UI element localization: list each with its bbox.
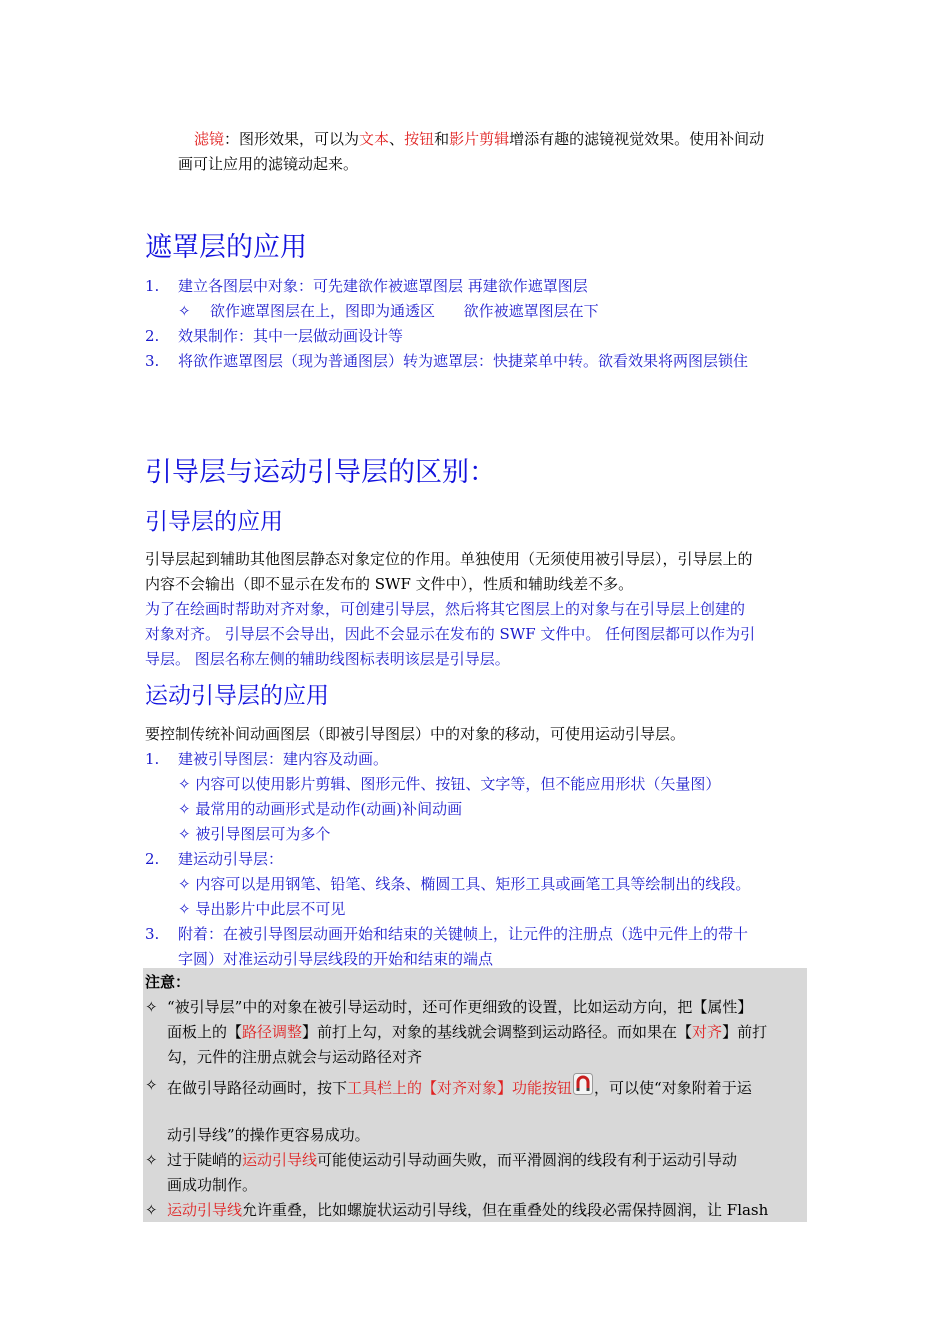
mask-item-2: 2. 效果制作：其中一层做动画设计等 xyxy=(145,327,404,345)
diamond-bullet-icon: ✧ xyxy=(145,1076,158,1094)
mask-item-1: 1. 建立各图层中对象：可先建欲作被遮罩图层 再建欲作遮罩图层 xyxy=(145,277,588,295)
filter-paragraph xyxy=(178,127,808,177)
snap-magnet-icon xyxy=(573,1073,593,1095)
motion-step-2-sub: ✧ 导出影片中此层不可见 xyxy=(178,900,346,918)
motion-intro: 要控制传统补间动画图层（即被引导图层）中的对象的移动，可使用运动引导层。 xyxy=(145,725,686,743)
mask-item-3: 3. 将欲作遮罩图层（现为普通图层）转为遮罩层：快捷菜单中转。欲看效果将两图层锁住 xyxy=(145,352,749,370)
mask-list xyxy=(145,274,810,374)
guide-heading: 引导层的应用 xyxy=(145,509,283,535)
diamond-bullet-icon: ✧ xyxy=(178,775,191,793)
diamond-bullet-icon: ✧ xyxy=(178,875,191,893)
motion-step-1-sub: ✧ 最常用的动画形式是动作(动画)补间动画 xyxy=(178,800,463,818)
motion-step-3: 3. 附着：在被引导图层动画开始和结束的关键帧上，让元件的注册点（选中元件上的带十 xyxy=(145,925,749,943)
note-item-1: ✧ “被引导层”中的对象在被引导运动时，还可作更细致的设置，比如运动方向，把【属性】 面板上的【路径调整】前打上勾，对象的基线就会调整到运动路径。而如果在【对齐】前打 勾，元件的注册点就会与运动路径对齐 xyxy=(145,995,810,1070)
diamond-bullet-icon: ✧ xyxy=(178,302,191,320)
motion-steps xyxy=(145,747,810,972)
note-item-4: ✧ 运动引导线允许重叠，比如螺旋状运动引导线，但在重叠处的线段必需保持圆润，让 Flash xyxy=(145,1198,810,1223)
note-item-3: ✧ 过于陡峭的运动引导线可能使运动引导动画失败，而平滑圆润的线段有利于运动引导动 画成功制作。 xyxy=(145,1148,810,1198)
motion-step-2: 2. 建运动引导层： xyxy=(145,850,284,868)
motion-step-3-cont: 字圆）对准运动引导层线段的开始和结束的端点 xyxy=(178,950,494,968)
mask-heading: 遮罩层的应用 xyxy=(145,232,307,263)
filter-line-2: 画可让应用的滤镜动起来。 xyxy=(178,155,359,173)
note-content xyxy=(145,970,810,1223)
motion-step-1-sub: ✧ 被引导图层可为多个 xyxy=(178,825,331,843)
motion-step-1: 1. 建被引导图层：建内容及动画。 xyxy=(145,750,389,768)
note-title: 注意： xyxy=(145,973,191,991)
diamond-bullet-icon: ✧ xyxy=(178,825,191,843)
filter-term: 滤镜 xyxy=(194,130,225,148)
filter-line-1: 滤镜：图形效果，可以为文本、按钮和影片剪辑增添有趣的滤镜视觉效果。使用补间动 xyxy=(194,130,765,148)
guide-paragraph-1: 引导层起到辅助其他图层静态对象定位的作用。单独使用（无须使用被引导层），引导层上的 内容不会输出（即不显示在发布的 SWF 文件中），性质和辅助线差不多。 xyxy=(145,550,753,593)
motion-guide-heading: 运动引导层的应用 xyxy=(145,683,329,709)
diamond-bullet-icon: ✧ xyxy=(145,1201,158,1219)
motion-step-2-sub: ✧ 内容可以是用钢笔、铅笔、线条、椭圆工具、矩形工具或画笔工具等绘制出的线段。 xyxy=(178,875,751,893)
diamond-bullet-icon: ✧ xyxy=(178,800,191,818)
note-item-2: ✧ 在做引导路径动画时，按下工具栏上的【对齐对象】功能按钮 ，可以使“对象附着于运 动引导线”的操作更容易成功。 xyxy=(145,1073,810,1148)
diamond-bullet-icon: ✧ xyxy=(178,900,191,918)
mask-subitem: ✧ 欲作遮罩图层在上，图即为通透区 欲作被遮罩图层在下 xyxy=(145,299,810,324)
guide-paragraph-2: 为了在绘画时帮助对齐对象，可创建引导层，然后将其它图层上的对象与在引导层上创建的 对象对齐。 引导层不会导出，因此不会显示在发布的 SWF 文件中。 任何图层都可以作为引 导层。 图层名称左侧的辅助线图标表明该层是引导层。 xyxy=(145,600,756,668)
difference-heading: 引导层与运动引导层的区别： xyxy=(145,457,496,488)
diamond-bullet-icon: ✧ xyxy=(145,998,158,1016)
motion-step-1-sub: ✧ 内容可以使用影片剪辑、图形元件、按钮、文字等，但不能应用形状（矢量图） xyxy=(178,775,721,793)
diamond-bullet-icon: ✧ xyxy=(145,1151,158,1169)
